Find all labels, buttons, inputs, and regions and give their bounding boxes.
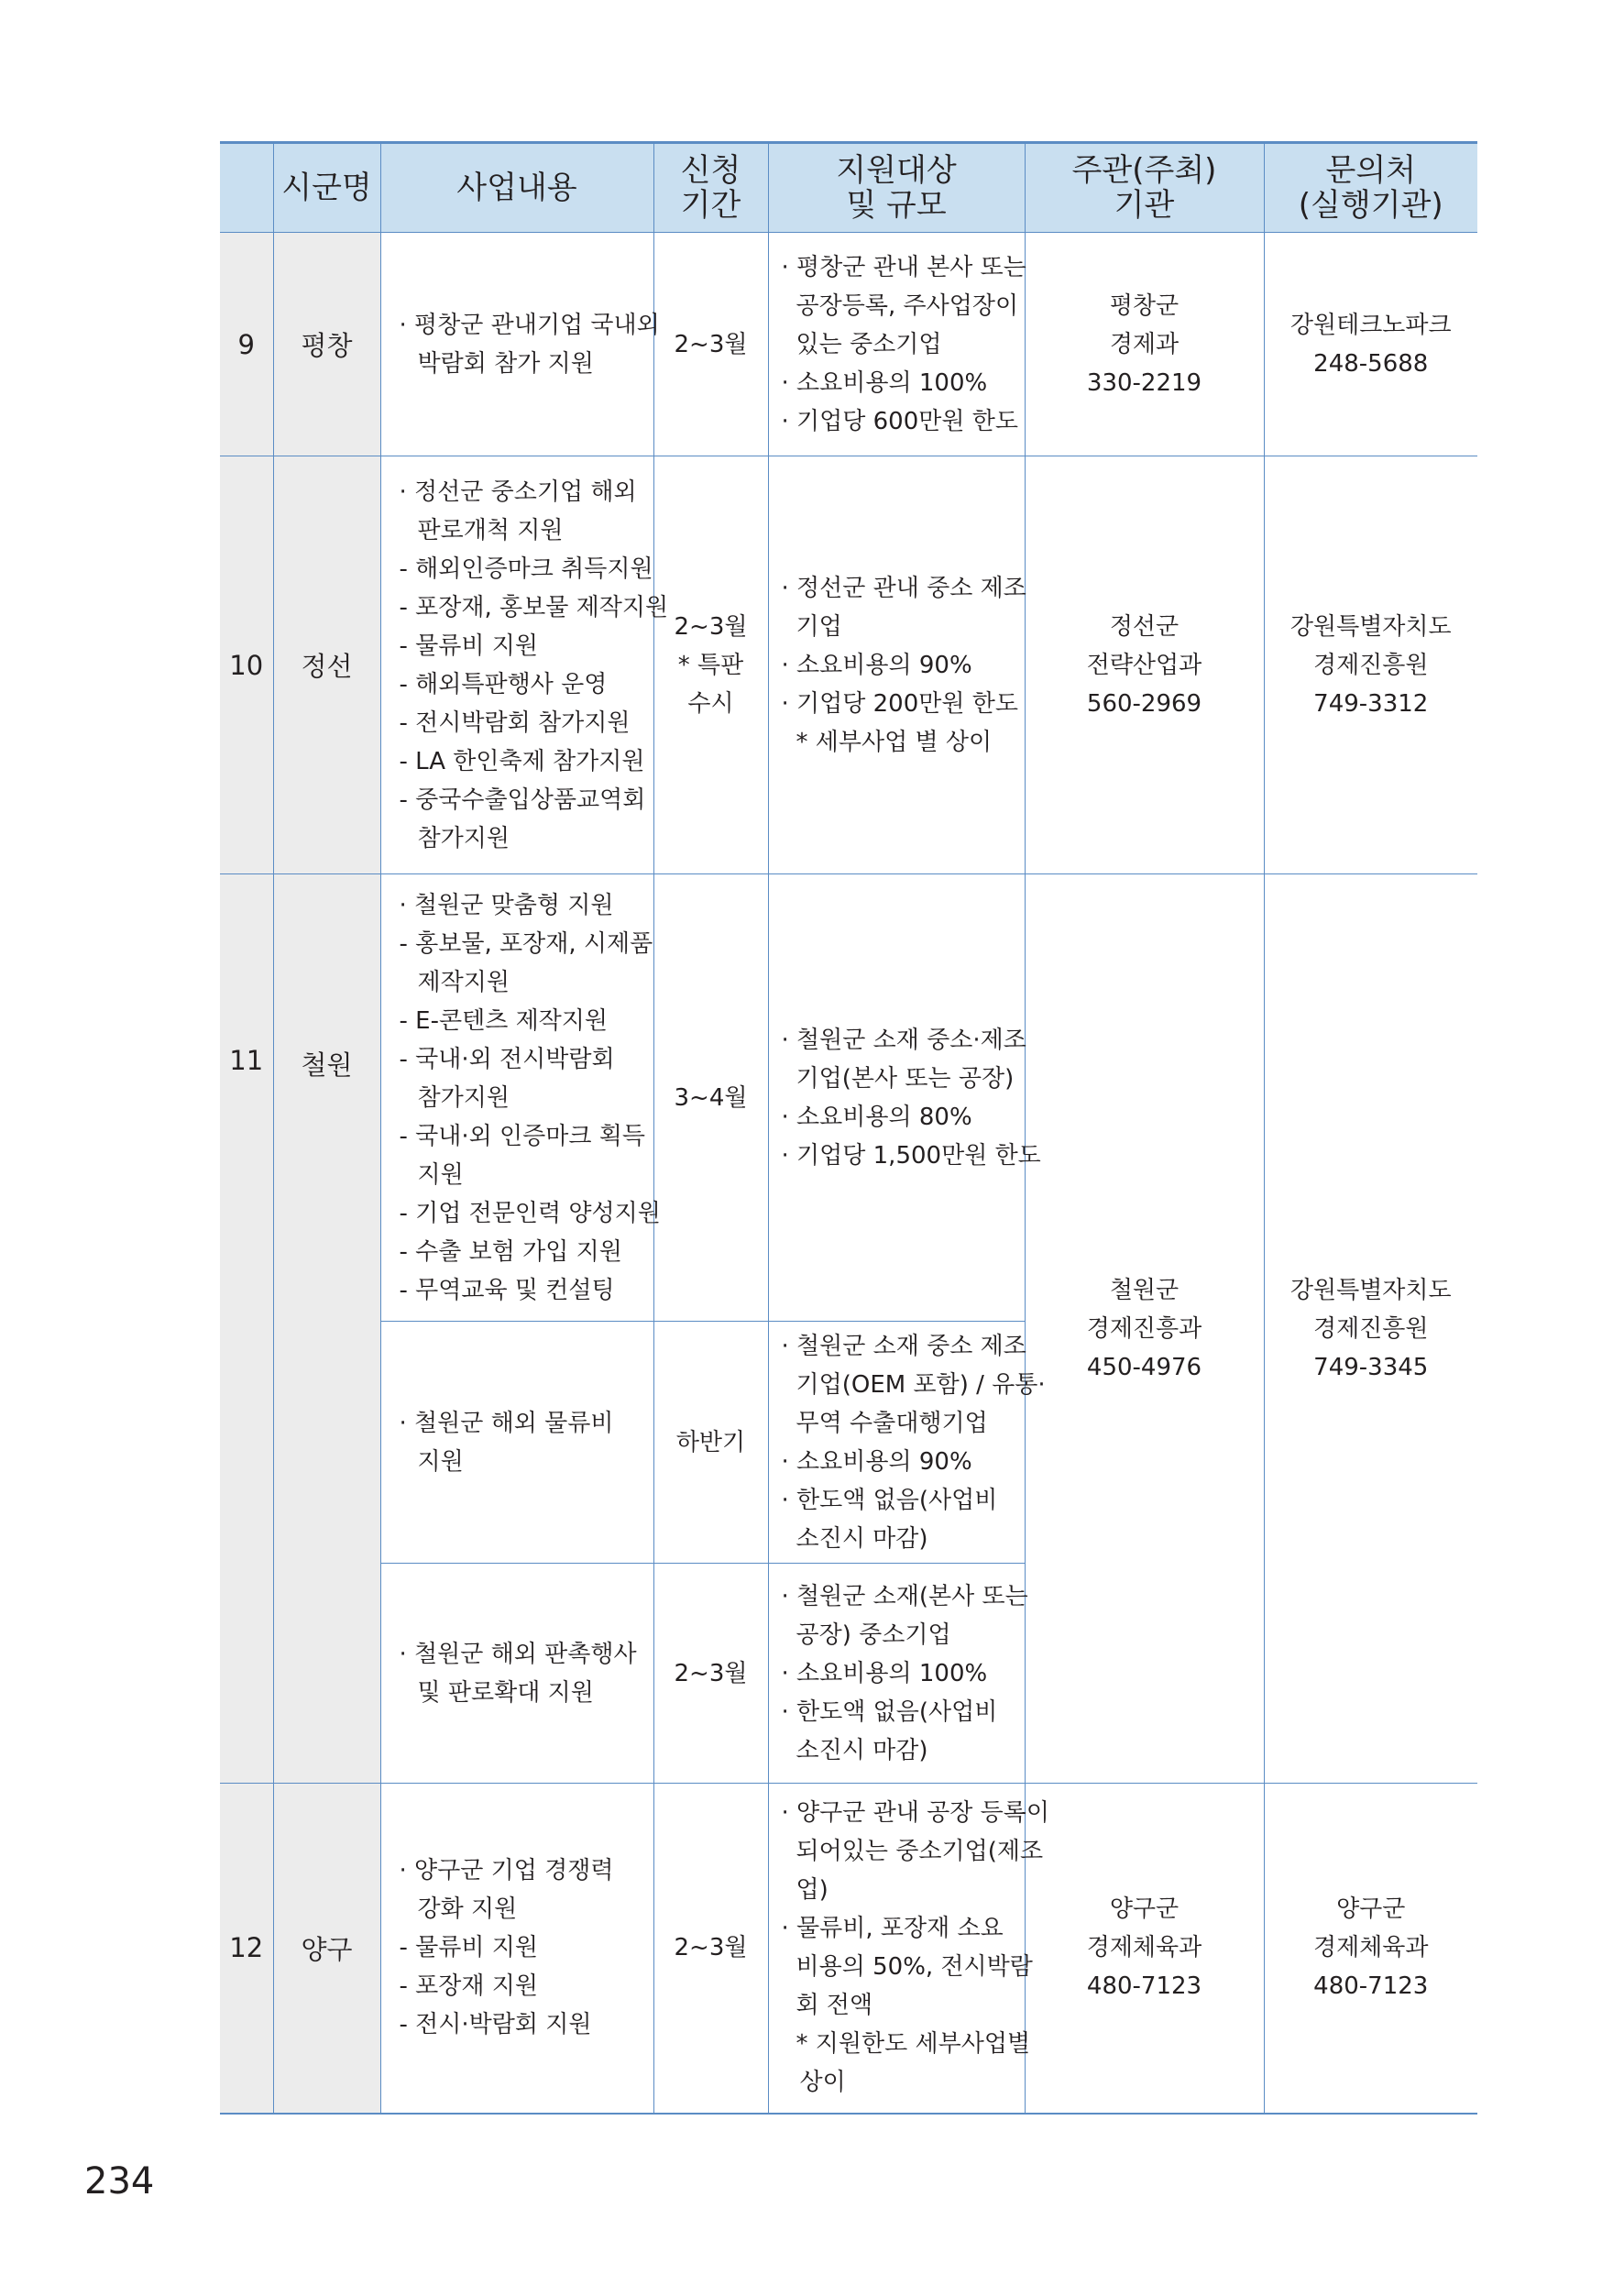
support-target: · 철원군 소재 중소·제조 기업(본사 또는 공장) · 소요비용의 80% · 기업당 1,500만원 한도 [768, 874, 1025, 1322]
support-target: · 철원군 소재(본사 또는 공장) 중소기업 · 소요비용의 100% · 한도액 없음(사업비 소진시 마감) [768, 1564, 1025, 1784]
host-organization: 평창군 경제과 330-2219 [1025, 233, 1264, 456]
support-target: · 평창군 관내 본사 또는 공장등록, 주사업장이 있는 중소기업 · 소요비용의 100% · 기업당 600만원 한도 [768, 233, 1025, 456]
header-row [220, 143, 1477, 233]
header-business: 사업내용 [380, 143, 653, 233]
header-target: 지원대상 및 규모 [768, 143, 1025, 233]
host-organization: 정선군 전략산업과 560-2969 [1025, 456, 1264, 874]
table-row [220, 874, 1477, 1322]
application-period: 2~3월 [653, 233, 768, 456]
support-program-table [220, 141, 1477, 2115]
application-period: 2~3월 [653, 1784, 768, 2114]
city-name: 양구 [273, 1784, 380, 2114]
table-row [220, 233, 1477, 456]
contact-organization: 강원특별자치도 경제진흥원 749-3345 [1264, 874, 1477, 1784]
row-number: 12 [220, 1784, 273, 2114]
contact-organization: 강원특별자치도 경제진흥원 749-3312 [1264, 456, 1477, 874]
host-organization: 양구군 경제체육과 480-7123 [1025, 1784, 1264, 2114]
business-content: · 정선군 중소기업 해외 판로개척 지원 - 해외인증마크 취득지원 - 포장재, 홍보물 제작지원 - 물류비 지원 - 해외특판행사 운영 - 전시박람회 참가지원 - LA 한인축제 참가지원 - 중국수출입상품교역회 참가지원 [380, 456, 653, 874]
business-content: · 철원군 해외 판촉행사 및 판로확대 지원 [380, 1564, 653, 1784]
business-content: · 철원군 해외 물류비 지원 [380, 1322, 653, 1564]
header-period: 신청 기간 [653, 143, 768, 233]
application-period: 2~3월 [653, 1564, 768, 1784]
row-number: 11 [220, 874, 273, 1784]
header-no [220, 143, 273, 233]
application-period: 2~3월 * 특판 수시 [653, 456, 768, 874]
header-city: 시군명 [273, 143, 380, 233]
contact-organization: 양구군 경제체육과 480-7123 [1264, 1784, 1477, 2114]
host-organization: 철원군 경제진흥과 450-4976 [1025, 874, 1264, 1784]
header-contact: 문의처 (실행기관) [1264, 143, 1477, 233]
table-row [220, 456, 1477, 874]
application-period: 3~4월 [653, 874, 768, 1322]
table-row [220, 1784, 1477, 2114]
header-host: 주관(주최) 기관 [1025, 143, 1264, 233]
city-name: 철원 [273, 874, 380, 1784]
support-target: · 정선군 관내 중소 제조 기업 · 소요비용의 90% · 기업당 200만원 한도 * 세부사업 별 상이 [768, 456, 1025, 874]
city-name: 평창 [273, 233, 380, 456]
support-target: · 양구군 관내 공장 등록이 되어있는 중소기업(제조 업) · 물류비, 포장재 소요 비용의 50%, 전시박람 회 전액 * 지원한도 세부사업별 상이 [768, 1784, 1025, 2114]
business-content: · 철원군 맞춤형 지원 - 홍보물, 포장재, 시제품 제작지원 - E-콘텐츠 제작지원 - 국내·외 전시박람회 참가지원 - 국내·외 인증마크 획득 지원 - 기업 전문인력 양성지원 - 수출 보험 가입 지원 - 무역교육 및 컨설팅 [380, 874, 653, 1322]
contact-organization: 강원테크노파크 248-5688 [1264, 233, 1477, 456]
page-number: 234 [84, 2160, 155, 2203]
business-content: · 양구군 기업 경쟁력 강화 지원 - 물류비 지원 - 포장재 지원 - 전시·박람회 지원 [380, 1784, 653, 2114]
row-number: 9 [220, 233, 273, 456]
row-number: 10 [220, 456, 273, 874]
application-period: 하반기 [653, 1322, 768, 1564]
business-content: · 평창군 관내기업 국내외 박람회 참가 지원 [380, 233, 653, 456]
support-target: · 철원군 소재 중소 제조 기업(OEM 포함) / 유통· 무역 수출대행기업 · 소요비용의 90% · 한도액 없음(사업비 소진시 마감) [768, 1322, 1025, 1564]
city-name: 정선 [273, 456, 380, 874]
